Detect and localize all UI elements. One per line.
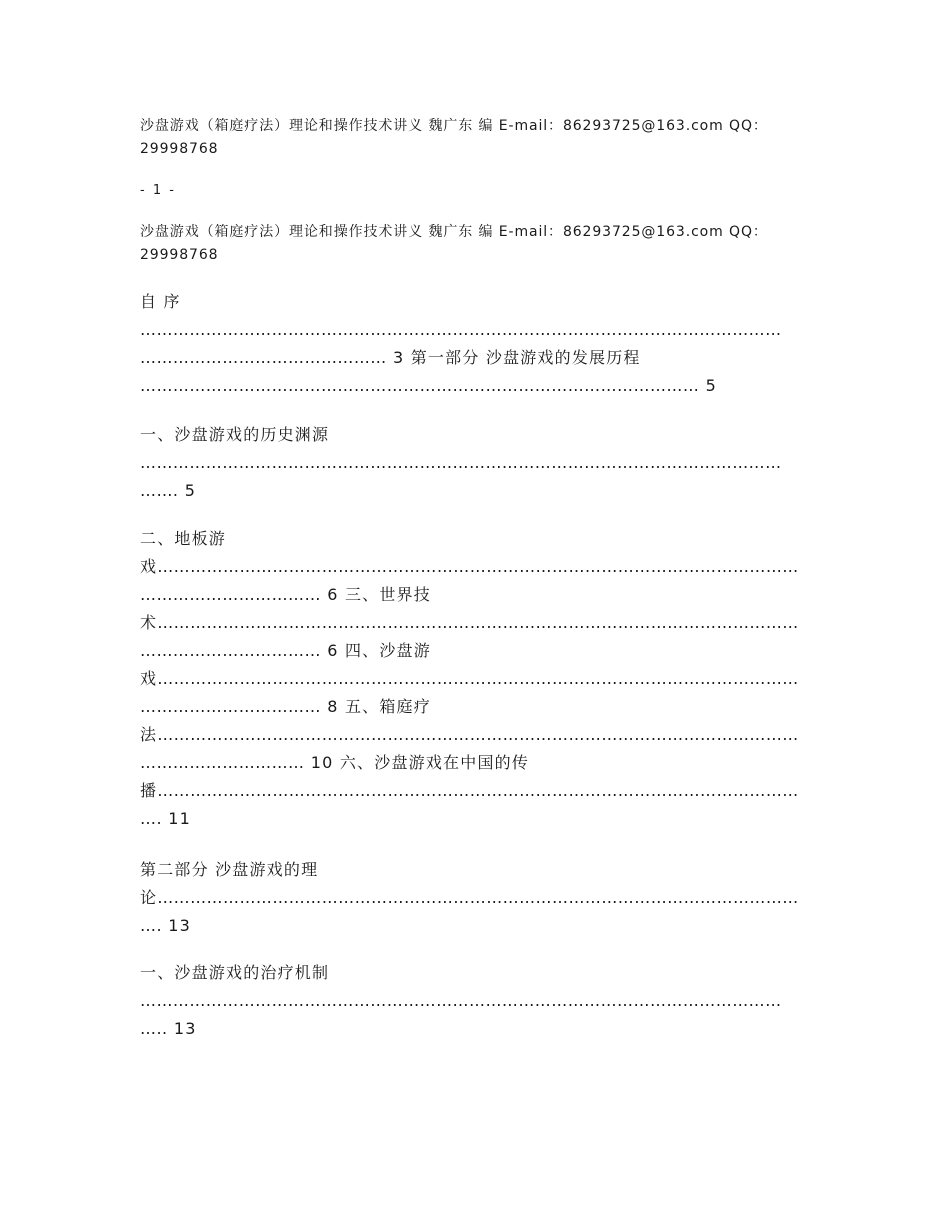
- dot-leader: …..: [140, 1019, 168, 1038]
- toc-label-cont: 术: [140, 613, 158, 632]
- dot-leader: ………………………………………: [140, 348, 387, 367]
- toc-part-title: 第一部分 沙盘游戏的发展历程: [410, 348, 641, 367]
- toc-label-cont: 法: [140, 725, 158, 744]
- dot-leader: …….: [140, 481, 179, 500]
- toc-label: 六、沙盘游戏在中国的传: [339, 753, 530, 772]
- running-header-1: [140, 115, 812, 161]
- toc-label: 四、沙盘游: [344, 641, 431, 660]
- dot-leader: ….: [140, 809, 162, 828]
- header-qq: 29998768: [140, 141, 219, 157]
- toc-page: 6: [327, 641, 339, 660]
- header-text: 沙盘游戏（箱庭疗法）理论和操作技术讲义 魏广东 编 E-mail：86293725@163.com QQ：: [140, 224, 768, 240]
- dot-leader: ………………………………………………………………………………………………………: [140, 453, 782, 472]
- header-text: 沙盘游戏（箱庭疗法）理论和操作技术讲义 魏广东 编 E-mail：86293725@163.com QQ：: [140, 118, 768, 134]
- dot-leader: ………………………………………………………………………………………………………: [157, 557, 799, 576]
- dot-leader: ………………………………………………………………………………………………………: [157, 781, 799, 800]
- toc-entry-sections: [140, 525, 812, 833]
- toc-label-cont: 论: [140, 888, 158, 907]
- toc-page: 6: [327, 585, 339, 604]
- toc-label-cont: 播: [140, 781, 158, 800]
- toc-label: 五、箱庭疗: [344, 697, 431, 716]
- toc-page: 13: [173, 1019, 197, 1038]
- dot-leader: ………………………………………………………………………………………………………: [157, 669, 799, 688]
- toc-label: 二、地板游: [140, 529, 227, 548]
- dot-leader: ………………………………………………………………………………………………………: [157, 888, 799, 907]
- dot-leader: ………………………………………………………………………………………………………: [157, 613, 799, 632]
- toc-entry-mechanism: [140, 959, 812, 1043]
- toc-page: 5: [705, 376, 717, 395]
- dot-leader: ………………………………………………………………………………………………………: [157, 725, 799, 744]
- dot-leader: ….: [140, 916, 162, 935]
- toc-entry-preface: [140, 316, 812, 400]
- dot-leader: ……………………………: [140, 641, 321, 660]
- toc-label: 一、沙盘游戏的历史渊源: [140, 425, 330, 444]
- toc-entry-history: [140, 421, 812, 505]
- toc-label-cont: 戏: [140, 669, 158, 688]
- header-qq: 29998768: [140, 247, 219, 263]
- dot-leader: …………………………: [140, 753, 305, 772]
- toc-page: 3: [393, 348, 405, 367]
- toc-label: 一、沙盘游戏的治疗机制: [140, 963, 330, 982]
- dot-leader: ……………………………: [140, 585, 321, 604]
- toc-page: 11: [168, 809, 192, 828]
- dot-leader: ………………………………………………………………………………………………………: [140, 991, 782, 1010]
- dot-leader: ………………………………………………………………………………………………………: [140, 320, 782, 339]
- toc-label: 三、世界技: [344, 585, 431, 604]
- toc-page: 5: [184, 481, 197, 500]
- toc-page: 10: [310, 753, 334, 772]
- toc-page: 8: [327, 697, 339, 716]
- dot-leader: …………………………………………………………………………………………: [140, 376, 700, 395]
- running-header-2: [140, 221, 812, 267]
- toc-label: 第二部分 沙盘游戏的理: [140, 860, 319, 879]
- toc-page: 13: [168, 916, 192, 935]
- page-number: - 1 -: [140, 183, 176, 198]
- dot-leader: ……………………………: [140, 697, 321, 716]
- toc-entry-part2: [140, 856, 812, 940]
- toc-label-cont: 戏: [140, 557, 158, 576]
- toc-title: 自 序: [140, 292, 181, 311]
